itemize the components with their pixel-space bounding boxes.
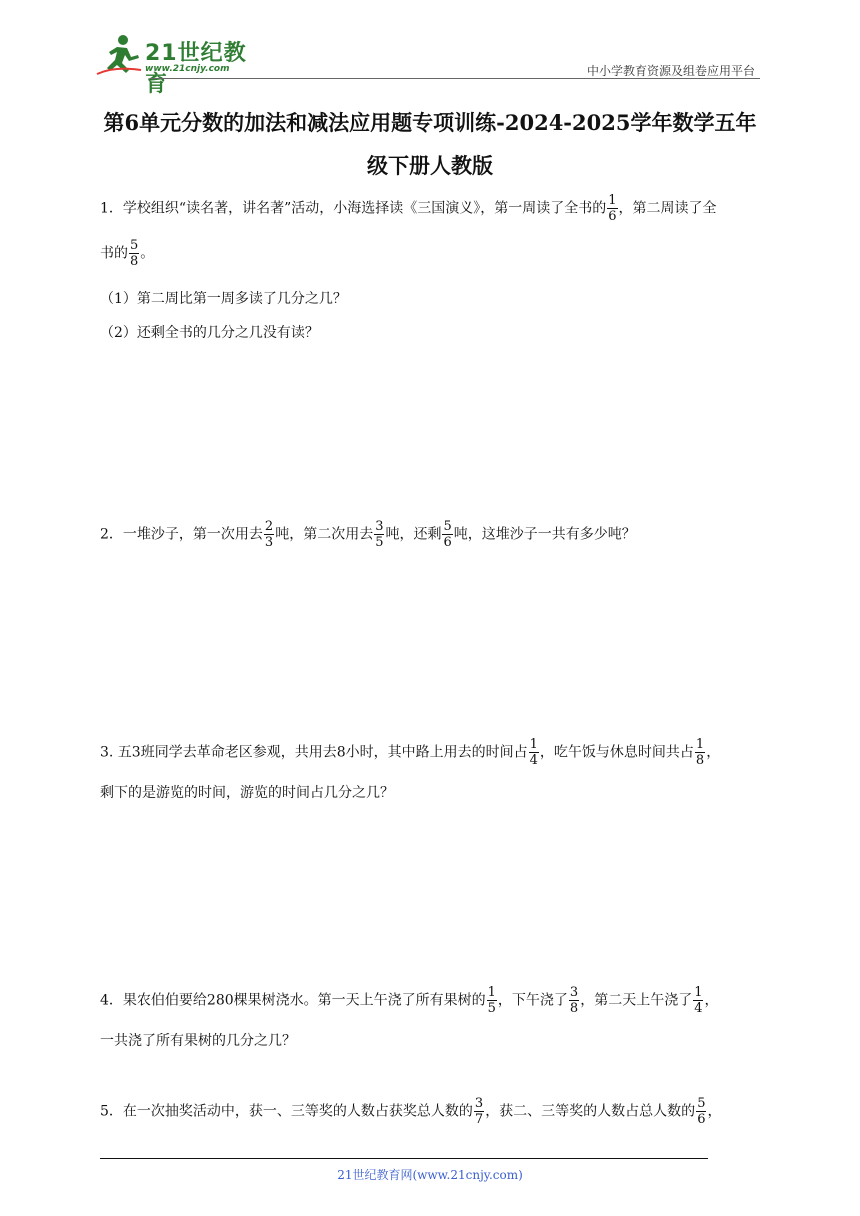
- question-3-line2: 剩下的是游览的时间，游览的时间占几分之几？: [100, 785, 394, 801]
- fraction: $\frac{3}{7}$: [474, 1096, 484, 1127]
- fraction: $\frac{1}{4}$: [694, 985, 703, 1016]
- fraction: $\frac{5}{6}$: [697, 1096, 706, 1127]
- fraction: $\frac{3}{5}$: [375, 519, 384, 550]
- question-4-line2: 一共浇了所有果树的几分之几？: [100, 1033, 296, 1049]
- fraction: $\frac{1}{6}$: [608, 193, 617, 224]
- page-header: [95, 30, 760, 97]
- question-2: 2．一堆沙子，第一次用去 $\frac{2}{3}$ 吨，第二次用去 $\frac{3}{5}$ 吨，还剩 $\frac{5}{6}$ 吨，这堆沙子一共有多少吨？: [100, 519, 636, 550]
- fraction: $\frac{2}{3}$: [264, 519, 274, 550]
- question-5-line1: 5．在一次抽奖活动中，获一、三等奖的人数占获奖总人数的 $\frac{3}{7}$ ，获二、三等奖的人数占总人数的 $\frac{5}{6}$ ，: [100, 1096, 722, 1127]
- footer-text: 21世纪教育网(www.21cnjy.com): [337, 1168, 523, 1182]
- question-3-line1: 3. 五3班同学去革命老区参观，共用去8小时，其中路上用去的时间占 $\frac{1}{4}$ ，吃午饭与休息时间共占 $\frac{1}{8}$ ，: [100, 737, 721, 768]
- fraction: $\frac{3}{8}$: [569, 985, 579, 1016]
- header-divider: [150, 78, 760, 79]
- header-platform-text: 中小学教育资源及组卷应用平台: [586, 64, 755, 78]
- fraction: $\frac{5}{6}$: [443, 519, 452, 550]
- logo: [95, 30, 265, 97]
- doc-title-line1: 第6单元分数的加法和减法应用题专项训练-2024-2025学年数学五年: [103, 110, 757, 135]
- logo-url: www.21cnjy.com: [145, 64, 230, 74]
- question-1-line1: 1．学校组织“读名著，讲名著”活动，小海选择读《三国演义》，第一周读了全书的 $\frac{1}{6}$ ，第二周读了全: [100, 193, 717, 224]
- runner-logo-icon: [95, 30, 145, 78]
- question-1-sub1: （1）第二周比第一周多读了几分之几？: [100, 291, 347, 307]
- footer-divider: [100, 1158, 708, 1159]
- logo-text: 21世纪教育: [145, 41, 247, 97]
- fraction: $\frac{1}{5}$: [487, 985, 496, 1016]
- fraction: $\frac{1}{4}$: [529, 737, 538, 768]
- question-1-line2: 书的 $\frac{5}{8}$ 。: [100, 238, 155, 269]
- fraction: $\frac{1}{8}$: [695, 737, 705, 768]
- question-4-line1: 4．果农伯伯要给280棵果树浇水。第一天上午浇了所有果树的 $\frac{1}{5}$ ，下午浇了 $\frac{3}{8}$ ，第二天上午浇了 $\frac{1}{4}$ ，: [100, 985, 719, 1016]
- doc-title-line2: 级下册人教版: [367, 153, 493, 178]
- question-1-sub2: （2）还剩全书的几分之几没有读？: [100, 325, 319, 341]
- fraction: $\frac{5}{8}$: [130, 238, 139, 269]
